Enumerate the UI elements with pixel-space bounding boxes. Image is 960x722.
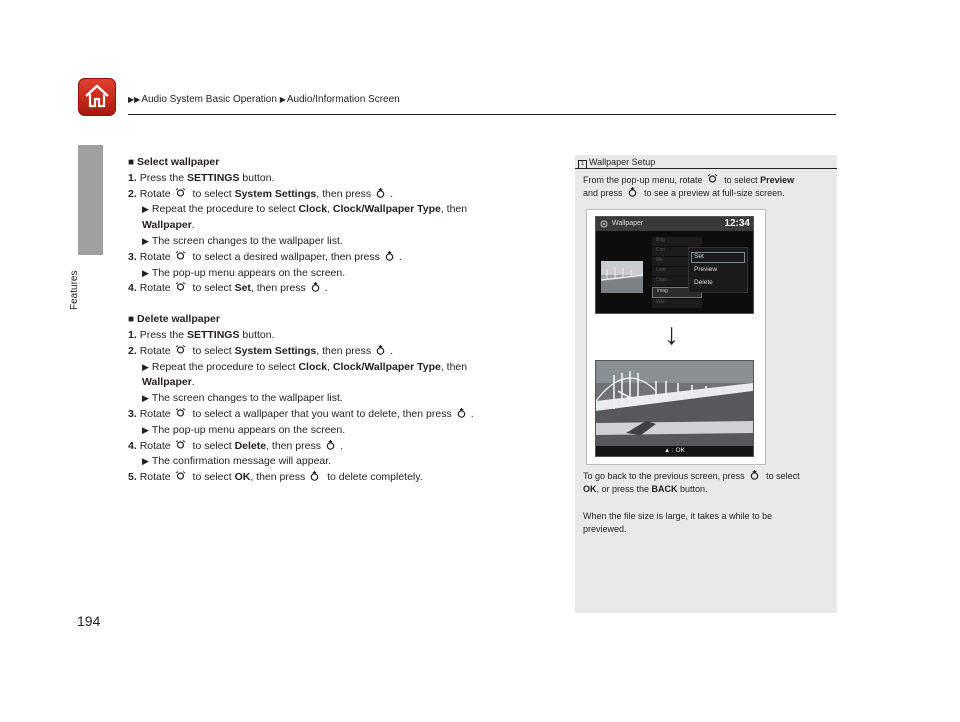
note-title: 1 Wallpaper Setup [578,157,655,169]
section-heading: ■ Delete wallpaper [128,313,220,326]
page-number: 194 [77,613,101,629]
step-result-cont: Wallpaper. [142,219,195,232]
list-item[interactable]: Wal [652,299,702,308]
list-item[interactable]: Mo [652,257,702,266]
step-item: 1. Press the SETTINGS button. [128,328,275,341]
section-heading: ■ Select wallpaper [128,156,220,168]
wallpaper-list-screen [595,216,754,314]
section-tab-label: Features [69,270,80,310]
breadcrumb: ▶▶Audio System Basic Operation ▶Audio/Information Screen [128,94,400,105]
step-result: ▶ The pop-up menu appears on the screen. [142,423,346,436]
step-result: ▶ The confirmation message will appear. [142,455,332,468]
note-paragraph: To go back to the previous screen, press to select OK, or press the BACK button. [583,471,800,494]
list-item[interactable]: Con [652,247,702,256]
step-result: ▶ Repeat the procedure to select Clock, Clock/Wallpaper Type, then [142,203,468,216]
interface-dial-icon [175,188,186,198]
step-result: ▶ The screen changes to the wallpaper list. [142,392,343,405]
step-item: 3. Rotate to select a desired wallpaper, then press . [128,250,402,263]
wallpaper-preview-screen [595,360,754,457]
popup-menu [688,247,748,293]
screen-clock: 12:34 [724,218,750,229]
bridge-image [596,361,753,446]
interface-dial-icon [707,174,718,184]
note-paragraph: From the pop-up menu, rotate to select Preview and press to see a preview at full-size screen. [583,175,795,198]
note-icon: 1 [578,160,587,169]
enter-press-icon [375,188,386,198]
interface-dial-icon [175,251,186,261]
list-item[interactable]: imag [652,287,702,298]
popup-delete-item[interactable]: Delete [694,279,713,286]
down-arrow-icon: ↓ [664,318,679,351]
note-divider [575,168,837,169]
step-result: ▶ Repeat the procedure to select Clock, Clock/Wallpaper Type, then [142,360,468,373]
step-item: 2. Rotate to select System Settings, then press . [128,344,394,357]
enter-press-icon [749,470,760,480]
popup-preview-item[interactable]: Preview [694,266,718,273]
settings-icon [600,220,608,228]
breadcrumb-item[interactable]: Audio System Basic Operation [141,94,277,105]
ok-bar: ▲ : OK [596,446,753,456]
enter-press-icon [384,251,395,261]
step-item: 4. Rotate to select Delete, then press . [128,439,343,452]
popup-set-item[interactable]: Set [694,253,704,260]
interface-dial-icon [175,345,186,355]
interface-dial-icon [175,408,186,418]
main-content [128,155,568,486]
breadcrumb-item[interactable]: Audio/Information Screen [286,94,400,105]
step-result-cont: Wallpaper. [142,376,195,389]
enter-press-icon [325,440,336,450]
interface-dial-icon [175,440,186,450]
home-icon [83,82,111,110]
note-paragraph: When the file size is large, it takes a while to be previewed. [583,511,773,534]
step-result: ▶ The pop-up menu appears on the screen. [142,266,346,279]
enter-press-icon [456,408,467,418]
header-divider [128,114,836,115]
step-result: ▶ The screen changes to the wallpaper list. [142,234,343,247]
section-tab [78,145,103,255]
step-item: 2. Rotate to select System Settings, then press . [128,187,394,200]
enter-press-icon: ▲ [664,448,671,454]
step-item: 4. Rotate to select Set, then press . [128,282,328,295]
home-button[interactable] [78,78,116,116]
list-item[interactable]: Brig [652,237,702,246]
list-item[interactable]: Late [652,267,702,276]
enter-press-icon [375,345,386,355]
step-item: 5. Rotate to select OK, then press to delete completely. [128,471,423,484]
enter-press-icon [627,187,638,197]
step-item: 1. Press the SETTINGS button. [128,171,275,184]
enter-press-icon [309,471,320,481]
step-item: 3. Rotate to select a wallpaper that you want to delete, then press . [128,407,474,420]
interface-dial-icon [175,282,186,292]
wallpaper-thumbnail [601,261,643,293]
screen-title: Wallpaper [612,220,644,227]
interface-dial-icon [175,471,186,481]
list-item[interactable]: Disp [652,277,702,286]
enter-press-icon [310,282,321,292]
